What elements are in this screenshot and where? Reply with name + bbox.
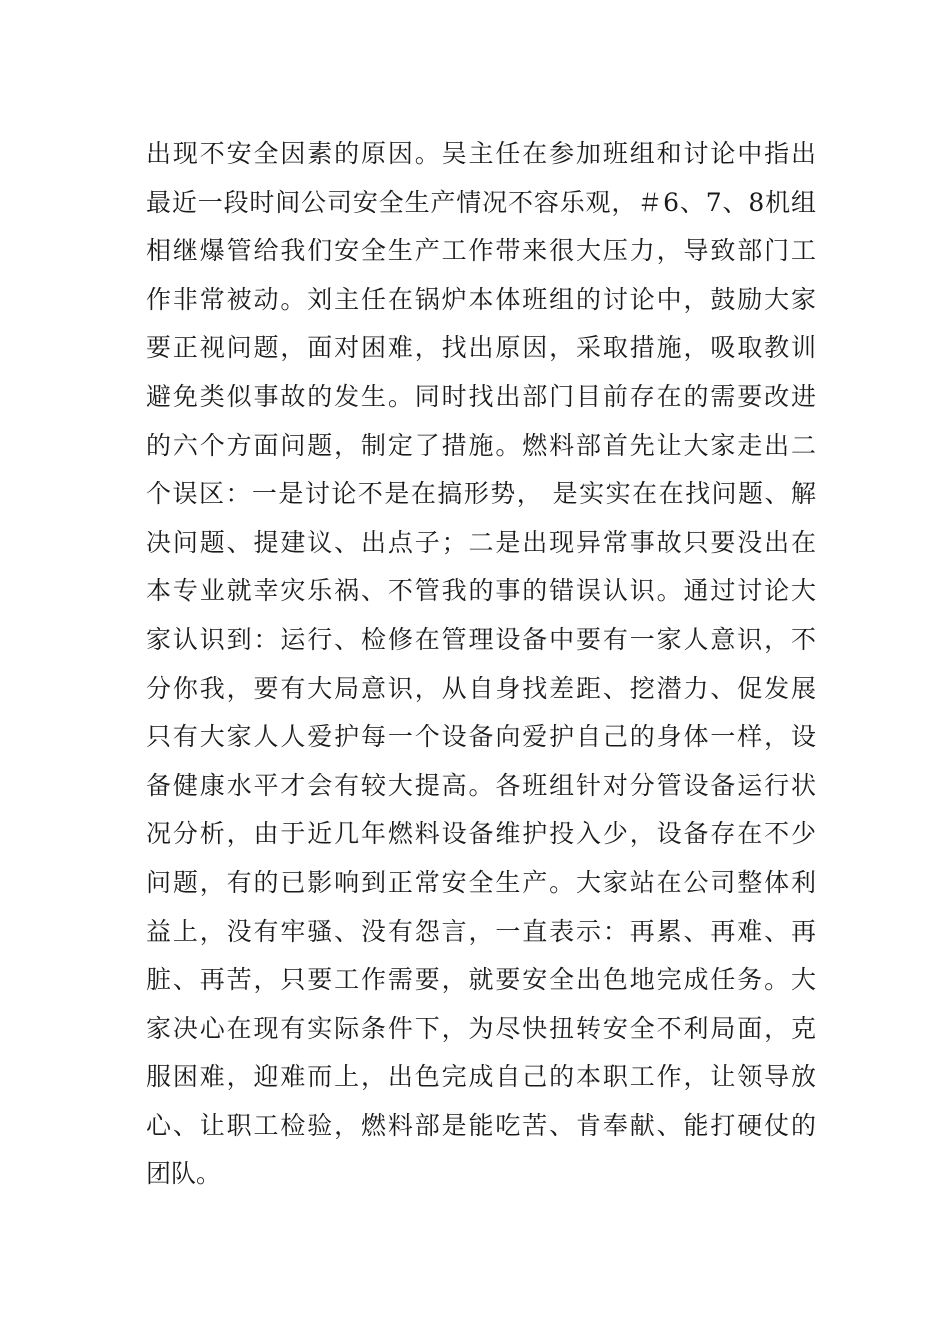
text-line-17: 益上，没有牢骚、没有怨言，一直表示：再累、再难、再 <box>146 916 816 946</box>
text-line-19: 家决心在现有实际条件下，为尽快扭转安全不利局面，克 <box>146 1013 816 1043</box>
text-line-18: 脏、再苦，只要工作需要，就要安全出色地完成任务。大 <box>146 965 816 995</box>
text-line-6: 避免类似事故的发生。同时找出部门目前存在的需要改进 <box>146 381 816 411</box>
text-line-9: 决问题、提建议、出点子；二是出现异常事故只要没出在 <box>146 527 816 557</box>
text-line-14: 备健康水平才会有较大提高。各班组针对分管设备运行状 <box>146 770 816 800</box>
text-line-12: 分你我，要有大局意识，从自身找差距、挖潜力、促发展 <box>146 673 816 703</box>
text-line-7: 的六个方面问题，制定了措施。燃料部首先让大家走出二 <box>146 430 816 460</box>
text-line-5: 要正视问题，面对困难，找出原因，采取措施，吸取教训 <box>146 333 816 363</box>
text-line-4: 作非常被动。刘主任在锅炉本体班组的讨论中，鼓励大家 <box>146 284 816 314</box>
text-line-8: 个误区：一是讨论不是在搞形势， 是实实在在找问题、解 <box>146 479 816 509</box>
body-paragraph <box>146 130 816 1199</box>
text-line-22: 团队。 <box>146 1159 222 1189</box>
text-line-2: 最近一段时间公司安全生产情况不容乐观，＃6、7、8机组 <box>146 187 816 217</box>
text-line-10: 本专业就幸灾乐祸、不管我的事的错误认识。通过讨论大 <box>146 576 816 606</box>
text-line-21: 心、让职工检验，燃料部是能吃苦、肯奉献、能打硬仗的 <box>146 1110 816 1140</box>
text-line-16: 问题，有的已影响到正常安全生产。大家站在公司整体利 <box>146 867 816 897</box>
text-line-3: 相继爆管给我们安全生产工作带来很大压力，导致部门工 <box>146 236 816 266</box>
text-line-15: 况分析，由于近几年燃料设备维护投入少，设备存在不少 <box>146 819 816 849</box>
text-line-20: 服困难，迎难而上，出色完成自己的本职工作，让领导放 <box>146 1062 816 1092</box>
text-line-11: 家认识到：运行、检修在管理设备中要有一家人意识，不 <box>146 624 816 654</box>
text-line-13: 只有大家人人爱护每一个设备向爱护自己的身体一样，设 <box>146 722 816 752</box>
text-line-1: 出现不安全因素的原因。吴主任在参加班组和讨论中指出 <box>146 139 816 168</box>
